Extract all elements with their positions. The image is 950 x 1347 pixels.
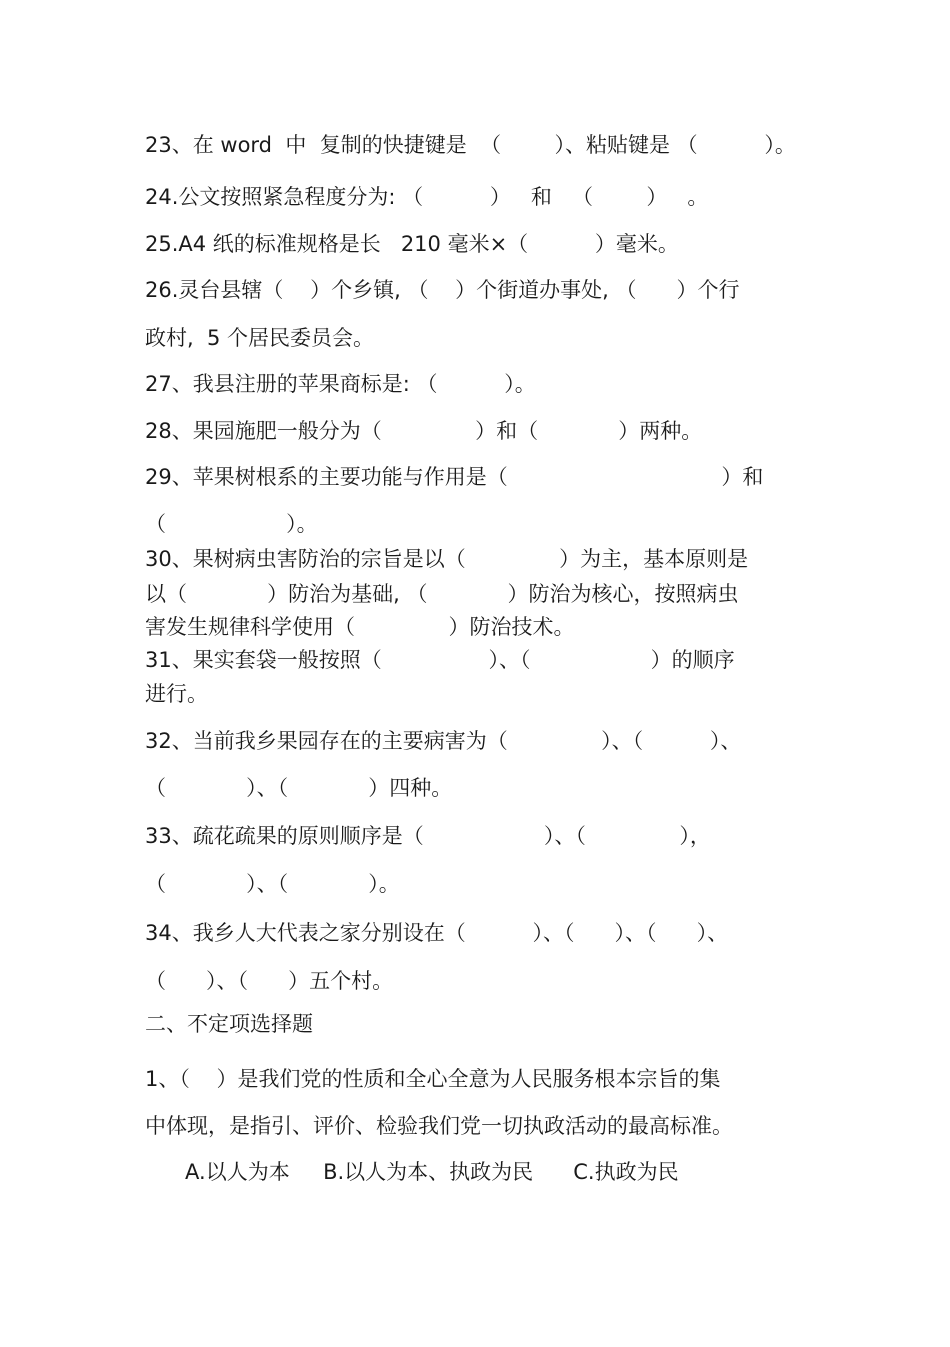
mc-question-1-options: A.以人为本 B.以人为本、执政为民 C.执政为民 <box>145 1160 679 1184</box>
question-33-line-2: （ ）、（ ）。 <box>145 872 400 896</box>
question-25: 25.A4 纸的标准规格是长 210 毫米×（ ）毫米。 <box>145 232 679 256</box>
question-33-line-1: 33、疏花疏果的原则顺序是（ ）、（ ）， <box>145 824 711 848</box>
question-24: 24.公文按照紧急程度分为: （ ） 和 （ ） 。 <box>145 185 709 209</box>
question-26-line-2: 政村, 5 个居民委员会。 <box>145 326 375 350</box>
question-27: 27、我县注册的苹果商标是: （ ）。 <box>145 372 536 396</box>
question-31-line-2: 进行。 <box>145 682 208 706</box>
question-30-line-2: 以（ ）防治为基础, （ ）防治为核心，按照病虫 <box>145 582 739 606</box>
question-32-line-1: 32、当前我乡果园存在的主要病害为（ ）、（ ）、 <box>145 729 742 753</box>
question-30-line-1: 30、果树病虫害防治的宗旨是以（ ）为主，基本原则是 <box>145 547 749 571</box>
question-34-line-1: 34、我乡人大代表之家分别设在（ ）、（ ）、（ ）、 <box>145 921 729 945</box>
question-34-line-2: （ ）、（ ）五个村。 <box>145 969 394 993</box>
question-29-line-2: （ ）。 <box>145 512 318 536</box>
question-23: 23、在 word 中 复制的快捷键是 （ ）、粘贴键是 （ ）。 <box>145 133 796 157</box>
question-31-line-1: 31、果实套袋一般按照（ ）、（ ）的顺序 <box>145 648 735 672</box>
question-30-line-3: 害发生规律科学使用（ ）防治技术。 <box>145 615 575 639</box>
question-32-line-2: （ ）、（ ）四种。 <box>145 776 453 800</box>
section-heading: 二、不定项选择题 <box>145 1012 313 1036</box>
question-28: 28、果园施肥一般分为（ ）和（ ）两种。 <box>145 419 703 443</box>
question-26-line-1: 26.灵台县辖（ ）个乡镇, （ ）个街道办事处, （ ）个行 <box>145 278 740 302</box>
mc-question-1-line-2: 中体现，是指引、评价、检验我们党一切执政活动的最高标准。 <box>145 1114 733 1138</box>
question-29-line-1: 29、苹果树根系的主要功能与作用是（ ）和 <box>145 465 764 489</box>
mc-question-1-line-1: 1、（ ）是我们党的性质和全心全意为人民服务根本宗旨的集 <box>145 1067 721 1091</box>
